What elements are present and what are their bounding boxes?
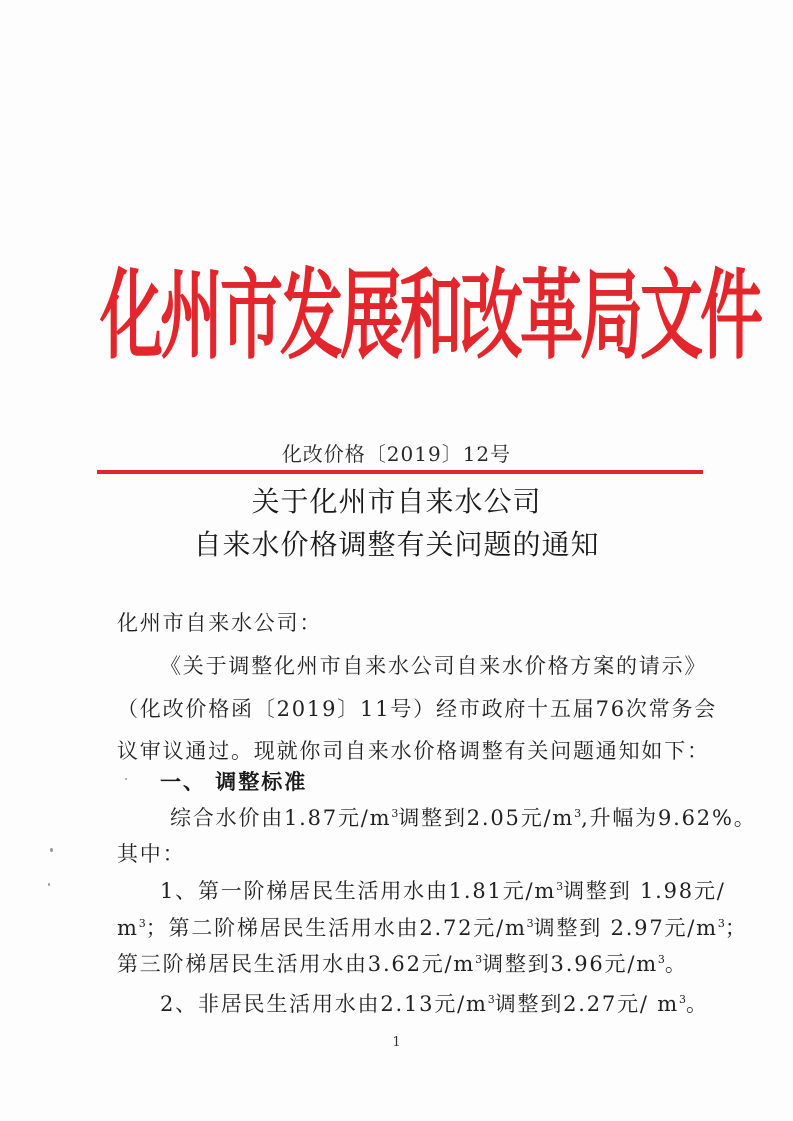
rate-text-a: 综合水价由1.87元/m <box>170 806 392 830</box>
item1-line3 <box>117 948 688 978</box>
para1-line2: （化改价格函〔2019〕11号）经市政府十五届76次常务会 <box>117 697 718 721</box>
subject-line-2: 自来水价格调整有关问题的通知 <box>193 528 600 561</box>
salutation: 化州市自来水公司： <box>117 611 323 635</box>
cube-superscript: 3 <box>475 953 483 966</box>
comprehensive-rate-line <box>170 802 757 832</box>
red-separator-line <box>97 470 703 474</box>
item1-line2 <box>117 912 748 942</box>
cube-superscript: 3 <box>678 993 686 1006</box>
scan-speck <box>125 778 127 780</box>
para1-line3: 议审议通过。现就你司自来水价格调整有关问题通知如下： <box>117 739 710 763</box>
item1-line2-text-b: ；第二阶梯居民生活用水由2.72元/m <box>145 916 527 940</box>
among-label: 其中： <box>117 842 186 866</box>
item1-line3-text-c: 。 <box>664 952 688 976</box>
item1-line2-text-a: m <box>117 916 139 940</box>
item2-text-c: 。 <box>685 992 709 1016</box>
item2-text-b: 调整到2.27元/ m <box>494 992 679 1016</box>
item2-text-a: 2、非居民生活用水由2.13元/m <box>160 992 488 1016</box>
item1-text-b: 调整到 1.98元/ <box>563 879 726 903</box>
rate-text-b: 调整到2.05元/m <box>398 806 575 830</box>
scan-speck <box>48 883 50 886</box>
cube-superscript: 3 <box>574 807 582 820</box>
issuing-authority-title: 化州市发展和改革局文件 <box>100 259 760 373</box>
document-number: 化改价格〔2019〕12号 <box>281 442 512 466</box>
para1-line1: 《关于调整化州市自来水公司自来水价格方案的请示》 <box>160 654 708 678</box>
rate-text-c: ,升幅为9.62%。 <box>581 806 757 830</box>
item1-text-a: 1、第一阶梯居民生活用水由1.81元/m <box>160 879 557 903</box>
cube-superscript: 3 <box>487 993 495 1006</box>
item1-line2-text-c: 调整到 2.97元/m <box>533 916 718 940</box>
item1-line3-text-b: 调整到3.96元/m <box>482 952 658 976</box>
item2-line <box>160 988 709 1018</box>
section-1-heading: 一、 调整标准 <box>160 770 308 794</box>
cube-superscript: 3 <box>391 807 399 820</box>
cube-superscript: 3 <box>556 880 564 893</box>
item1-line3-text-a: 第三阶梯居民生活用水由3.62元/m <box>117 952 476 976</box>
item1-line2-text-d: ； <box>724 916 748 940</box>
cube-superscript: 3 <box>138 917 146 930</box>
cube-superscript: 3 <box>657 953 665 966</box>
scan-speck <box>50 848 53 852</box>
subject-line-1: 关于化州市自来水公司 <box>251 485 542 518</box>
item1-line1 <box>160 875 726 905</box>
cube-superscript: 3 <box>717 917 725 930</box>
cube-superscript: 3 <box>526 917 534 930</box>
page-number: 1 <box>392 1035 401 1050</box>
